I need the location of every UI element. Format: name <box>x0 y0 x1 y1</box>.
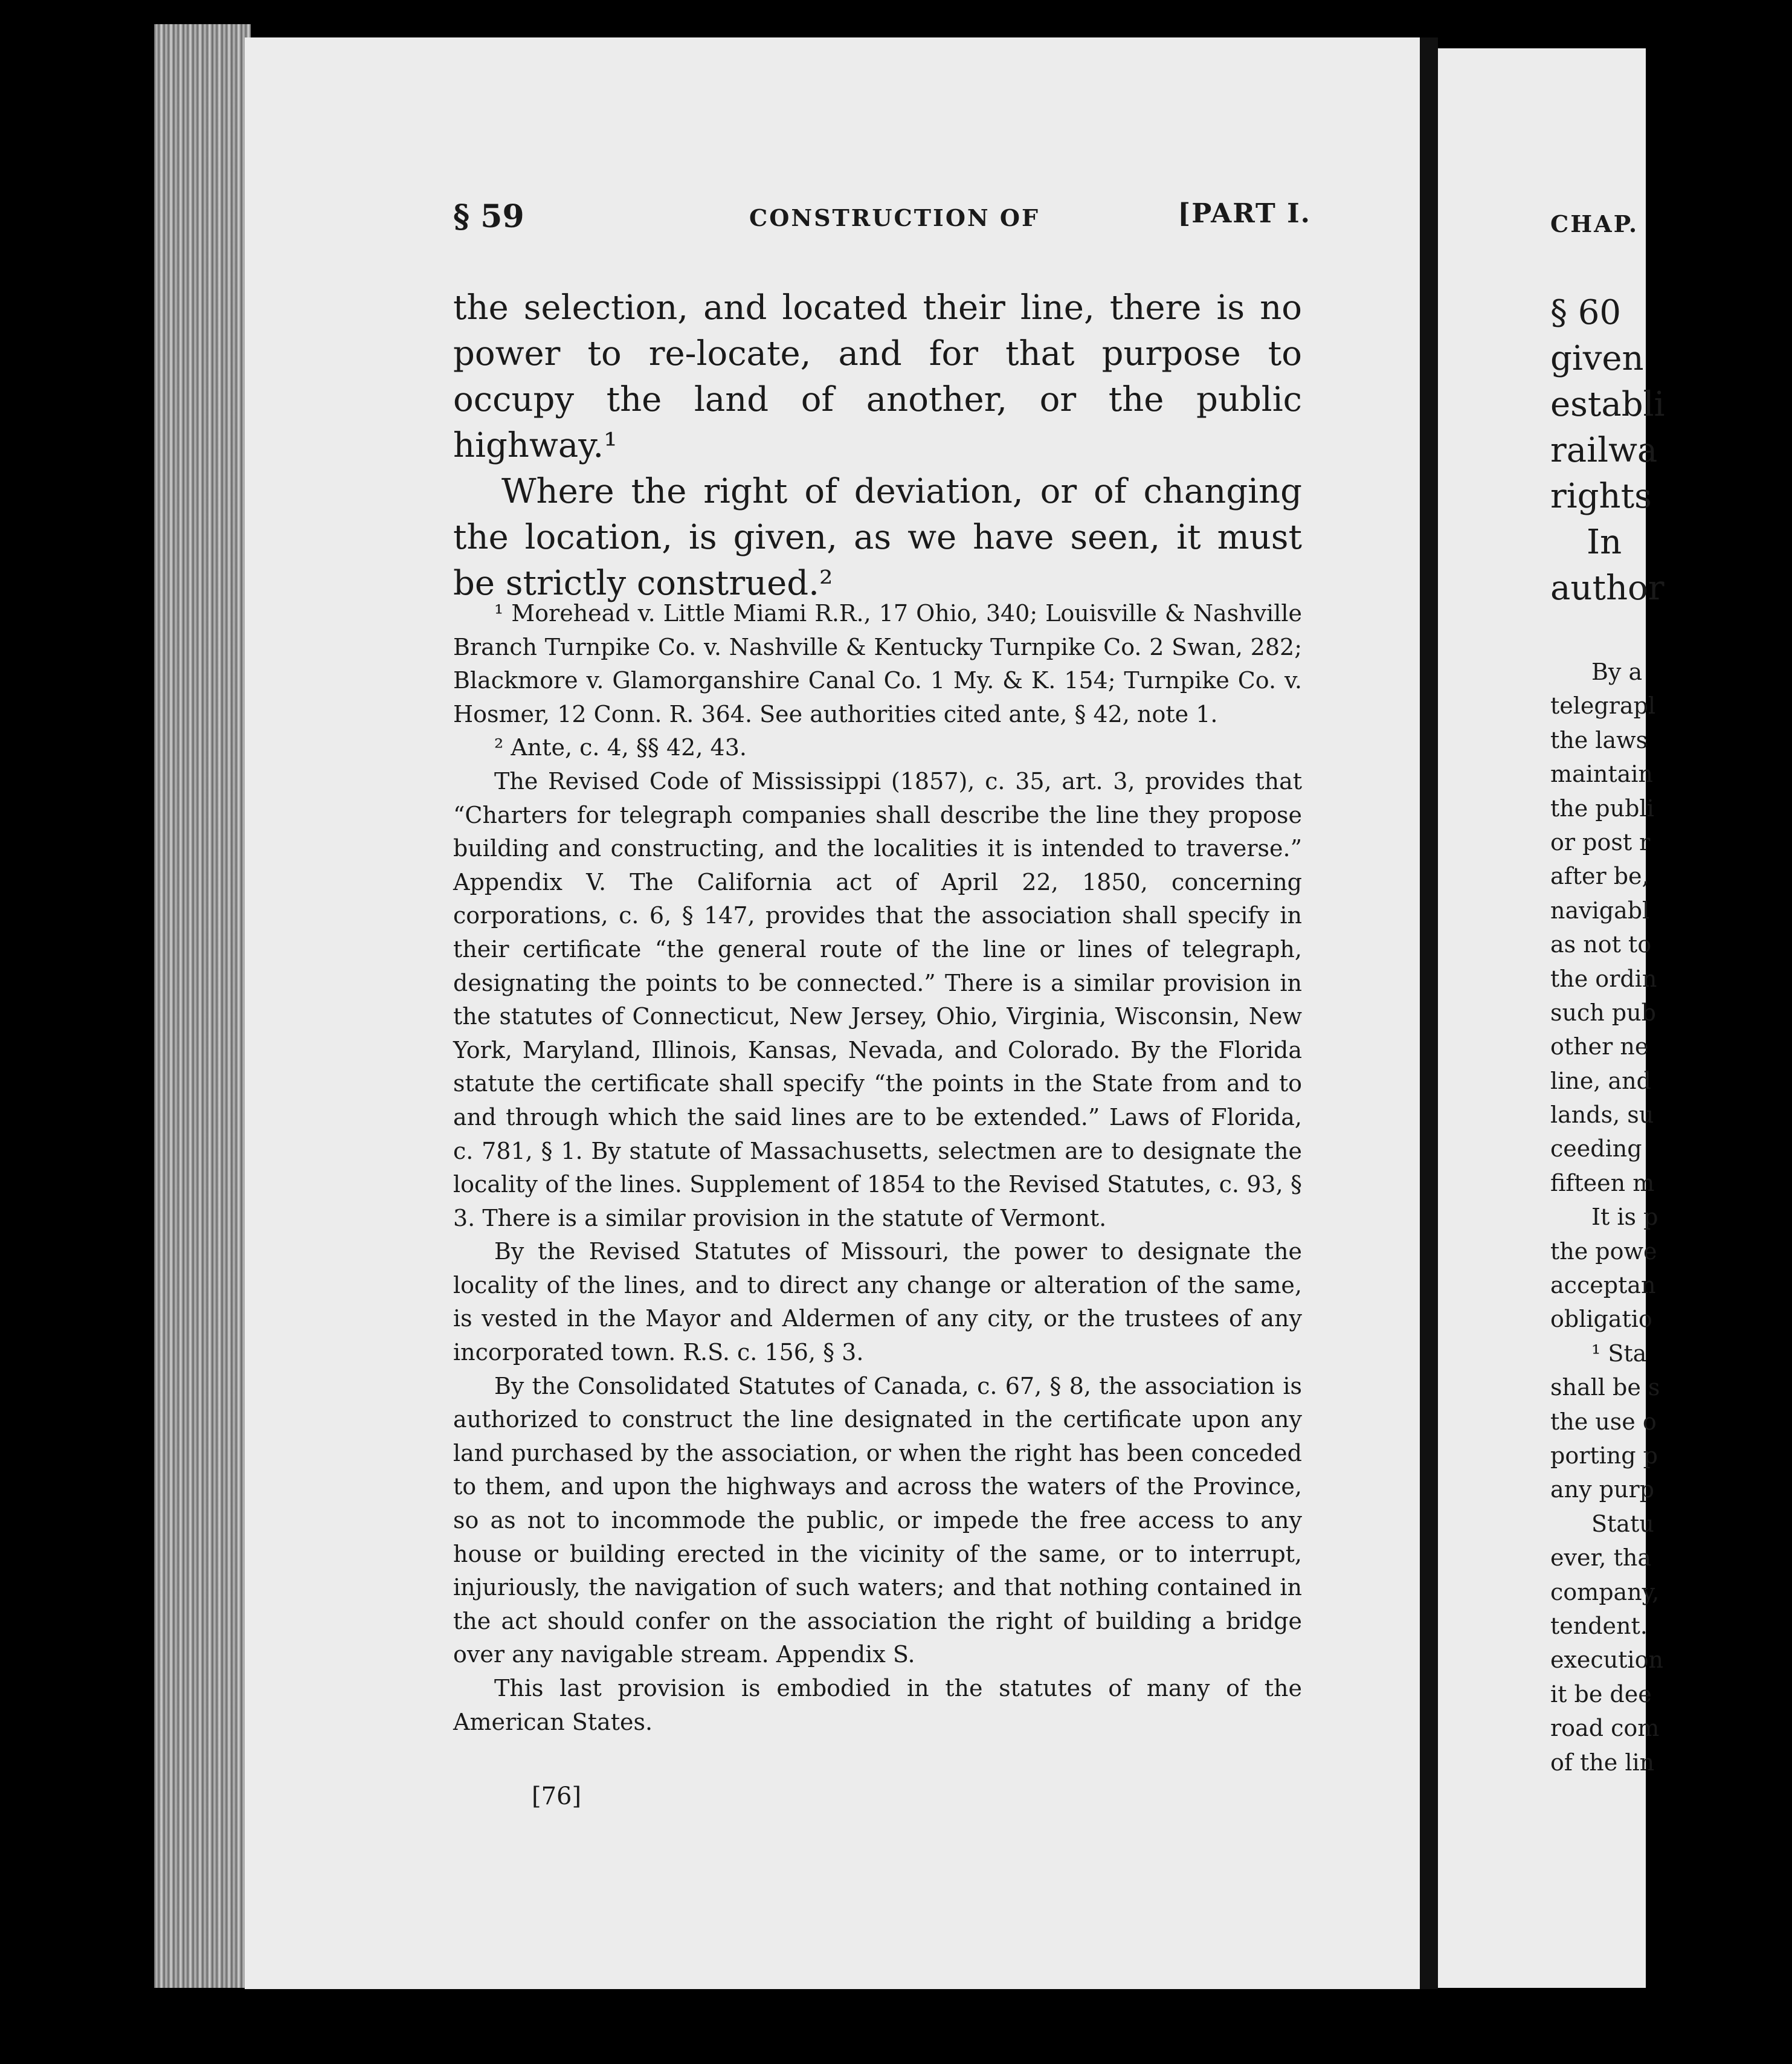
text-line: lands, su <box>1550 1101 1654 1129</box>
text-line: it be dee <box>1550 1680 1652 1708</box>
text-line: Statu <box>1591 1510 1654 1537</box>
text-line: By a <box>1591 659 1643 685</box>
text-line: as not to <box>1550 931 1652 958</box>
text-line: fifteen m <box>1550 1169 1655 1196</box>
footnote: ¹ Morehead v. Little Miami R.R., 17 Ohio, 340; Louisville & Nashville Branch Turnpike Co. v. Nashville & Kentucky Turnpike Co. 2 Swan, 282; Blackmore v. Glamorganshire Canal Co. 1 My. & K. 154; Turnpike Co. v. Hosmer, 12 Conn. R. 364. See authorities cited ante, § 42, note 1. <box>453 600 1302 727</box>
text-line: the ordin <box>1550 965 1657 992</box>
book-gutter <box>1420 37 1438 1989</box>
right-page <box>1438 48 1665 1988</box>
book-page-edges <box>154 24 251 1988</box>
text-line: the powe <box>1550 1237 1657 1265</box>
text-line: rights <box>1550 477 1652 516</box>
running-title: CONSTRUCTION OF <box>749 204 1040 231</box>
right-main-text <box>1550 290 1792 611</box>
running-header <box>453 198 1311 247</box>
text-line: or post r <box>1550 828 1651 856</box>
text-line: of the lin <box>1550 1749 1655 1776</box>
right-footnotes <box>1550 659 1792 1783</box>
text-line: railwa <box>1550 431 1658 470</box>
text-line: any purp <box>1550 1476 1654 1503</box>
text-line: ceeding <box>1550 1135 1642 1163</box>
text-line: It is p <box>1591 1204 1658 1231</box>
text-line: obligatio <box>1550 1306 1652 1333</box>
page-number: [76] <box>532 1782 582 1810</box>
text-line: ¹ Sta <box>1591 1340 1647 1367</box>
text-line: after be, <box>1550 863 1649 890</box>
text-line: shall be s <box>1550 1374 1660 1401</box>
text-line: tendent. <box>1550 1612 1648 1639</box>
text-line: line, and <box>1550 1067 1651 1094</box>
section-number: § 59 <box>453 198 524 235</box>
footnote: This last provision is embodied in the statutes of many of the American States. <box>453 1675 1302 1735</box>
text-line: porting p <box>1550 1442 1658 1469</box>
footnote: ² Ante, c. 4, §§ 42, 43. <box>494 734 747 761</box>
text-line: navigabl <box>1550 897 1650 924</box>
text-line: road com <box>1550 1715 1660 1742</box>
footnote: By the Revised Statutes of Missouri, the power to designate the locality of the lines, and to direct any change or alteration of the same, is vested in the Mayor and Aldermen of any city, or the trustees of any incorporated town. R.S. c. 156, § 3. <box>453 1238 1302 1366</box>
main-text <box>453 285 1302 607</box>
text-line: ever, tha <box>1550 1544 1651 1572</box>
footnotes <box>453 597 1302 1739</box>
part-label: [PART I. <box>1178 198 1311 229</box>
text-line: telegrapl <box>1550 692 1656 720</box>
text-line: execution <box>1550 1646 1663 1674</box>
text-line: the laws <box>1550 726 1648 753</box>
right-running-header: CHAP. <box>1550 210 1639 237</box>
paragraph: Where the right of deviation, or of changing the location, is given, as we have seen, it must be strictly construed.² <box>453 472 1302 603</box>
text-line: the use o <box>1550 1408 1657 1435</box>
text-line: acceptan <box>1550 1272 1656 1299</box>
text-line: such pub <box>1550 999 1656 1026</box>
text-line: company, <box>1550 1578 1660 1605</box>
scan-bottom-shadow <box>0 1989 1646 2064</box>
footnote: The Revised Code of Mississippi (1857), c. 35, art. 3, provides that “Charters for telegraph companies shall describe the line they propose building and constructing, and the localities it is intended to traverse.” Appendix V. The California act of April 22, 1850, concerning corporations, c. 6, § 147, provides that the association shall specify in their certificate “the general route of the line or lines of telegraph, designating the points to be connected.” There is a similar provision in the statutes of Connecticut, New Jersey, Ohio, Virginia, Wisconsin, New York, Maryland, Illinois, Kansas, Nevada, and Colorado. By the Florida statute the certificate shall specify “the points in the State from and to and through which the said lines are to be extended.” Laws of Florida, c. 781, § 1. By statute of Massachusetts, selectmen are to designate the locality of the lines. Supplement of 1854 to the Revised Statutes, c. 93, § 3. There is a similar provision in the statute of Vermont. <box>453 767 1302 1231</box>
text-line: establi <box>1550 385 1665 424</box>
text-line: other ne <box>1550 1033 1649 1060</box>
text-line: the publi <box>1550 795 1654 822</box>
text-line: § 60 <box>1550 293 1622 332</box>
text-line: maintain <box>1550 761 1653 788</box>
text-line: In <box>1587 523 1622 562</box>
text-line: given <box>1550 339 1644 378</box>
paragraph: the selection, and located their line, there is no power to re-locate, and for that purpose to occupy the land of another, or the public highway.¹ <box>453 288 1302 465</box>
footnote: By the Consolidated Statutes of Canada, c. 67, § 8, the association is authorized to construct the line designated in the certificate upon any land purchased by the association, or when the right has been conceded to them, and upon the highways and across the waters of the Province, so as not to incommode the public, or impede the free access to any house or building erected in the vicinity of the same, or to interrupt, injuriously, the navigation of such waters; and that nothing contained in the act should confer on the association the right of building a bridge over any navigable stream. Appendix S. <box>453 1372 1302 1668</box>
text-line: author <box>1550 569 1665 608</box>
